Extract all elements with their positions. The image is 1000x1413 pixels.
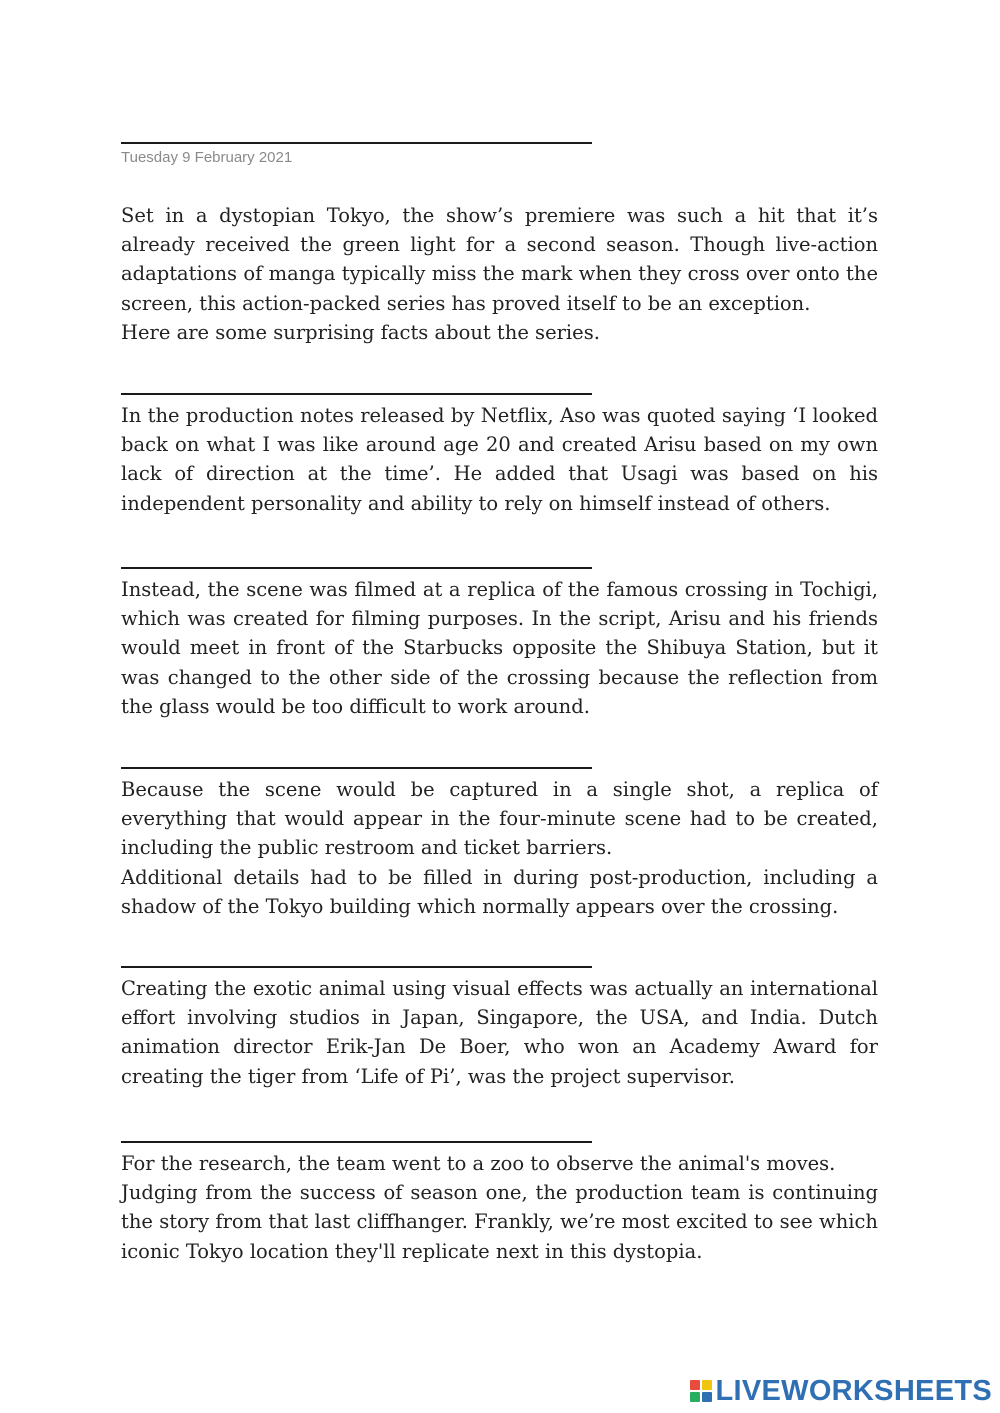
section-text: Creating the exotic animal using visual effects was actually an international effort involving studios in Japan, Singapore, the USA, and India. Dutch animation director Erik-Jan De Boer, who won an Academy Award for creating the tiger from ‘Life of Pi’, was the project supervisor. (121, 977, 878, 1088)
section-text: Additional details had to be filled in during post-production, including a shadow of the Tokyo building which normally appears over the crossing. (121, 865, 878, 918)
section-paragraph-3 (121, 775, 878, 921)
section-paragraph-4 (121, 974, 878, 1091)
section-paragraph-2 (121, 575, 878, 721)
section-paragraph-5 (121, 1149, 878, 1266)
section-text: Judging from the success of season one, the production team is continuing the story from that last cliffhanger. Frankly, we’re most excited to see which iconic Tokyo location they'll replicate next in this dystopia. (121, 1181, 878, 1263)
intro-text: Set in a dystopian Tokyo, the show’s premiere was such a hit that it’s already received the green light for a second season. Though live-action adaptations of manga typically miss the mark when they cross over onto the screen, this action-packed series has proved itself to be an exception. (121, 204, 878, 315)
heading-answer-blank-3[interactable] (121, 767, 592, 769)
heading-answer-blank-1[interactable] (121, 393, 592, 395)
article-date: Tuesday 9 February 2021 (121, 149, 293, 166)
heading-answer-blank-4[interactable] (121, 966, 592, 968)
intro-text: Here are some surprising facts about the series. (121, 320, 600, 344)
section-paragraph-1 (121, 401, 878, 518)
liveworksheets-brand (690, 1374, 993, 1408)
heading-answer-blank-2[interactable] (121, 567, 592, 569)
title-answer-blank[interactable] (121, 142, 592, 144)
liveworksheets-logo-icon (690, 1380, 712, 1402)
section-text: In the production notes released by Netflix, Aso was quoted saying ‘I looked back on what I was like around age 20 and created Arisu based on my own lack of direction at the time’. He added that Usagi was based on his independent personality and ability to rely on himself instead of others. (121, 404, 878, 515)
section-text: For the research, the team went to a zoo to observe the animal's moves. (121, 1152, 836, 1175)
intro-paragraph (121, 201, 878, 347)
brand-name: LIVEWORKSHEETS (715, 1374, 992, 1407)
section-text: Because the scene would be captured in a single shot, a replica of everything that would appear in the four-minute scene had to be created, including the public restroom and ticket barriers. (121, 778, 878, 860)
heading-answer-blank-5[interactable] (121, 1141, 592, 1143)
section-text: Instead, the scene was filmed at a replica of the famous crossing in Tochigi, which was created for filming purposes. In the script, Arisu and his friends would meet in front of the Starbucks opposite the Shibuya Station, but it was changed to the other side of the crossing because the reflection from the glass would be too difficult to work around. (121, 578, 878, 718)
